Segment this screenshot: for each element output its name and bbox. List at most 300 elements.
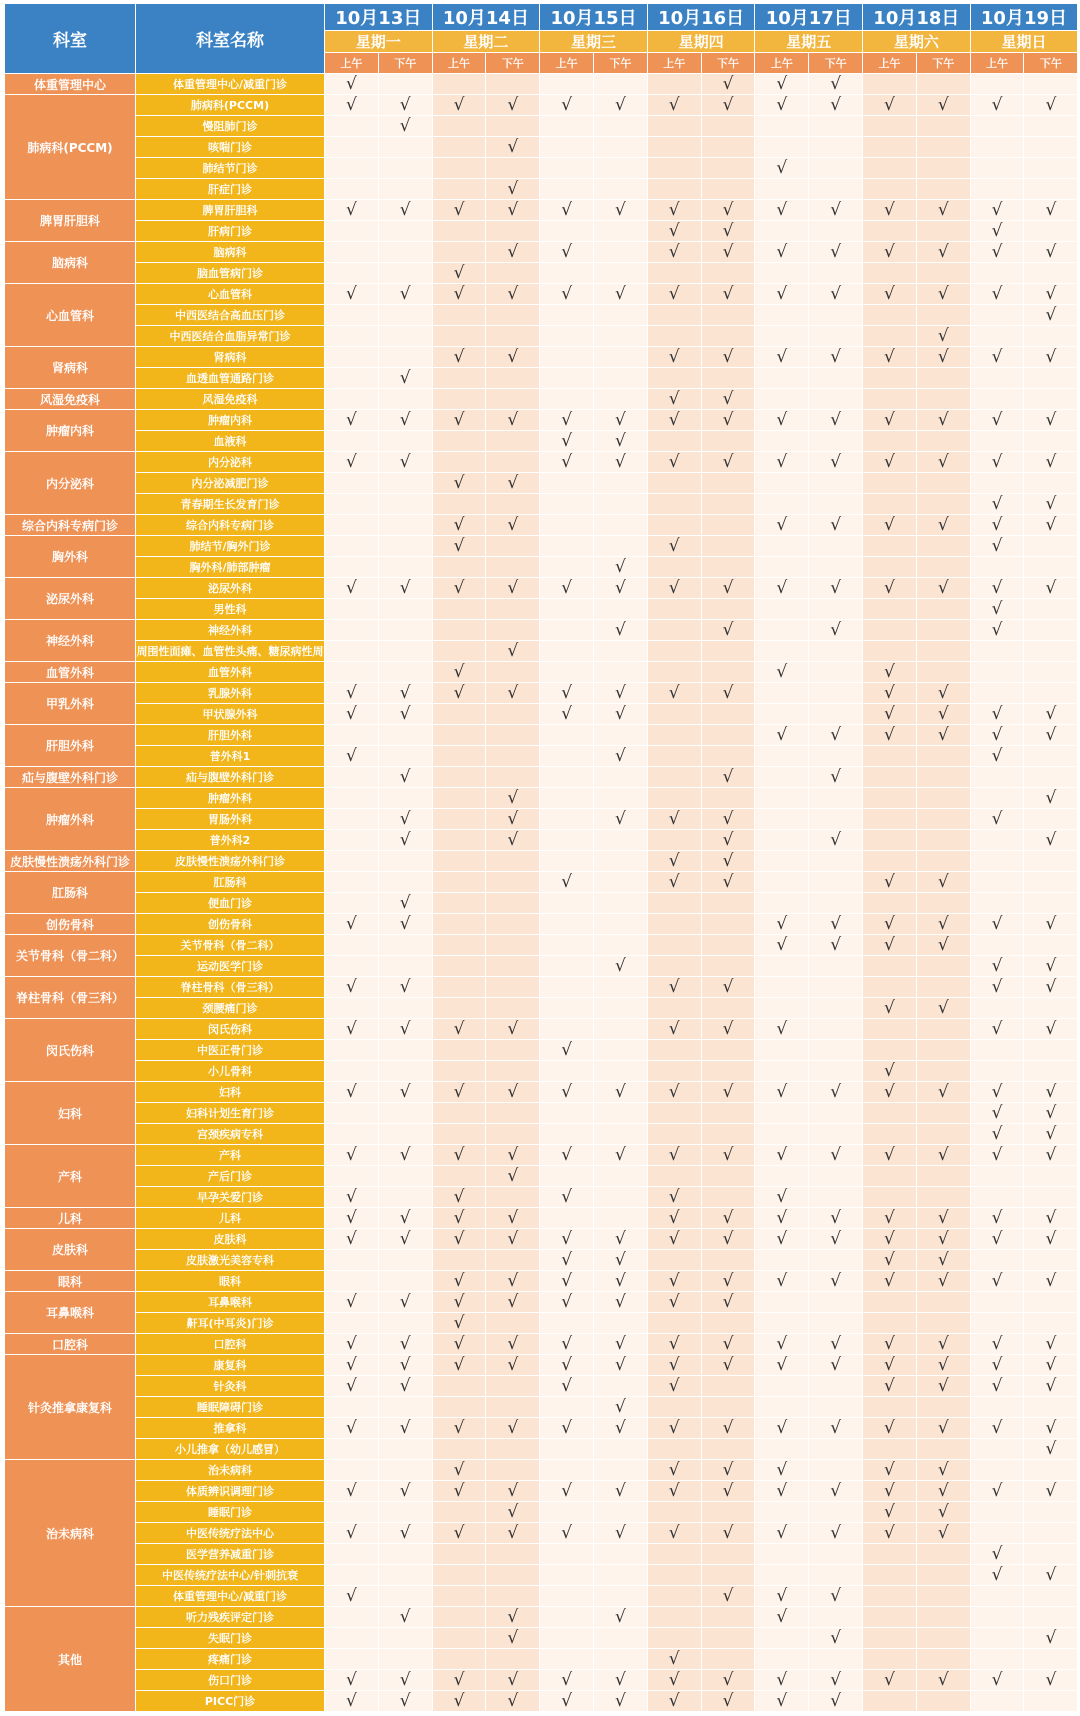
- check-mark-icon: √: [809, 284, 863, 305]
- check-mark-icon: √: [970, 1208, 1024, 1229]
- check-mark-icon: √: [916, 242, 970, 263]
- clinic-name: 肝症门诊: [136, 179, 325, 200]
- check-mark-icon: √: [863, 1355, 917, 1376]
- table-row: [5, 389, 1078, 410]
- table-row: [5, 1565, 1078, 1586]
- schedule-cell: [970, 116, 1024, 137]
- schedule-cell: [863, 1313, 917, 1334]
- schedule-cell: [486, 662, 540, 683]
- schedule-cell: [755, 599, 809, 620]
- check-mark-icon: √: [378, 1523, 432, 1544]
- clinic-name: 血透血管通路门诊: [136, 368, 325, 389]
- schedule-cell: [1024, 137, 1078, 158]
- check-mark-icon: √: [540, 1040, 594, 1061]
- check-mark-icon: √: [755, 1607, 809, 1628]
- schedule-cell: [916, 389, 970, 410]
- schedule-cell: [916, 1040, 970, 1061]
- schedule-cell: [701, 263, 755, 284]
- table-row: [5, 515, 1078, 536]
- table-row: [5, 1586, 1078, 1607]
- schedule-cell: [647, 1103, 701, 1124]
- schedule-cell: [809, 809, 863, 830]
- schedule-cell: [970, 1502, 1024, 1523]
- table-row: [5, 1355, 1078, 1376]
- table-row: [5, 95, 1078, 116]
- department-name: 甲乳外科: [5, 683, 136, 725]
- schedule-cell: [486, 725, 540, 746]
- schedule-cell: [325, 1565, 379, 1586]
- check-mark-icon: √: [432, 1334, 486, 1355]
- schedule-cell: [486, 221, 540, 242]
- check-mark-icon: √: [755, 284, 809, 305]
- schedule-cell: [755, 1628, 809, 1649]
- schedule-cell: [755, 263, 809, 284]
- check-mark-icon: √: [540, 1082, 594, 1103]
- check-mark-icon: √: [863, 998, 917, 1019]
- department-name: 神经外科: [5, 620, 136, 662]
- check-mark-icon: √: [863, 200, 917, 221]
- schedule-cell: [647, 326, 701, 347]
- schedule-cell: [809, 494, 863, 515]
- table-row: [5, 977, 1078, 998]
- check-mark-icon: √: [540, 284, 594, 305]
- clinic-name: 宫颈疾病专科: [136, 1124, 325, 1145]
- check-mark-icon: √: [701, 1355, 755, 1376]
- check-mark-icon: √: [1024, 1418, 1078, 1439]
- check-mark-icon: √: [594, 1418, 648, 1439]
- schedule-cell: [486, 998, 540, 1019]
- schedule-cell: [755, 389, 809, 410]
- check-mark-icon: √: [701, 221, 755, 242]
- clinic-name: 疝与腹壁外科门诊: [136, 767, 325, 788]
- check-mark-icon: √: [432, 1355, 486, 1376]
- schedule-cell: [432, 494, 486, 515]
- check-mark-icon: √: [1024, 1376, 1078, 1397]
- check-mark-icon: √: [916, 1502, 970, 1523]
- schedule-cell: [486, 368, 540, 389]
- schedule-cell: [378, 515, 432, 536]
- check-mark-icon: √: [325, 1691, 379, 1712]
- check-mark-icon: √: [916, 998, 970, 1019]
- schedule-cell: [647, 1502, 701, 1523]
- clinic-name: 综合内科专病门诊: [136, 515, 325, 536]
- schedule-cell: [647, 935, 701, 956]
- schedule-cell: [809, 137, 863, 158]
- schedule-cell: [1024, 641, 1078, 662]
- am-header: 上午: [970, 53, 1024, 74]
- schedule-cell: [540, 914, 594, 935]
- schedule-cell: [325, 347, 379, 368]
- schedule-cell: [486, 452, 540, 473]
- schedule-cell: [486, 872, 540, 893]
- clinic-name: 失眠门诊: [136, 1628, 325, 1649]
- schedule-cell: [486, 1397, 540, 1418]
- schedule-cell: [916, 1292, 970, 1313]
- schedule-cell: [647, 137, 701, 158]
- check-mark-icon: √: [970, 1670, 1024, 1691]
- check-mark-icon: √: [325, 1019, 379, 1040]
- check-mark-icon: √: [809, 200, 863, 221]
- clinic-name: 产科: [136, 1145, 325, 1166]
- clinic-name: 心血管科: [136, 284, 325, 305]
- schedule-cell: [701, 179, 755, 200]
- check-mark-icon: √: [970, 242, 1024, 263]
- department-name: 胸外科: [5, 536, 136, 578]
- check-mark-icon: √: [594, 1250, 648, 1271]
- schedule-cell: [755, 116, 809, 137]
- schedule-cell: [809, 683, 863, 704]
- schedule-cell: [701, 1103, 755, 1124]
- schedule-cell: [1024, 221, 1078, 242]
- schedule-cell: [540, 263, 594, 284]
- schedule-cell: [540, 1649, 594, 1670]
- clinic-name: 肿瘤内科: [136, 410, 325, 431]
- schedule-cell: [486, 158, 540, 179]
- check-mark-icon: √: [647, 452, 701, 473]
- schedule-cell: [809, 1439, 863, 1460]
- check-mark-icon: √: [701, 1691, 755, 1712]
- table-row: [5, 1061, 1078, 1082]
- schedule-cell: [378, 389, 432, 410]
- schedule-cell: [325, 641, 379, 662]
- clinic-name: 中西医结合高血压门诊: [136, 305, 325, 326]
- schedule-cell: [701, 746, 755, 767]
- schedule-cell: [755, 788, 809, 809]
- schedule-cell: [701, 1376, 755, 1397]
- table-row: [5, 998, 1078, 1019]
- clinic-name: 中医正骨门诊: [136, 1040, 325, 1061]
- schedule-cell: [863, 1040, 917, 1061]
- check-mark-icon: √: [486, 1670, 540, 1691]
- check-mark-icon: √: [916, 1229, 970, 1250]
- schedule-cell: [809, 641, 863, 662]
- table-row: [5, 662, 1078, 683]
- schedule-cell: [863, 116, 917, 137]
- schedule-cell: [970, 557, 1024, 578]
- check-mark-icon: √: [647, 347, 701, 368]
- schedule-cell: [594, 1061, 648, 1082]
- clinic-name: 肺结节门诊: [136, 158, 325, 179]
- schedule-cell: [809, 1061, 863, 1082]
- check-mark-icon: √: [540, 1187, 594, 1208]
- schedule-cell: [647, 473, 701, 494]
- department-name: 脊柱骨科（骨三科）: [5, 977, 136, 1019]
- schedule-cell: [755, 1544, 809, 1565]
- schedule-cell: [755, 1166, 809, 1187]
- check-mark-icon: √: [701, 1082, 755, 1103]
- check-mark-icon: √: [378, 1082, 432, 1103]
- check-mark-icon: √: [701, 1523, 755, 1544]
- schedule-cell: [486, 74, 540, 95]
- table-row: [5, 809, 1078, 830]
- schedule-cell: [647, 830, 701, 851]
- schedule-cell: [809, 956, 863, 977]
- schedule-cell: [378, 263, 432, 284]
- check-mark-icon: √: [486, 1418, 540, 1439]
- schedule-cell: [863, 473, 917, 494]
- clinic-name: 眼科: [136, 1271, 325, 1292]
- schedule-cell: [378, 725, 432, 746]
- check-mark-icon: √: [701, 851, 755, 872]
- schedule-cell: [647, 662, 701, 683]
- check-mark-icon: √: [916, 1460, 970, 1481]
- schedule-cell: [540, 767, 594, 788]
- table-row: [5, 872, 1078, 893]
- am-header: 上午: [647, 53, 701, 74]
- department-name: 肾病科: [5, 347, 136, 389]
- check-mark-icon: √: [594, 578, 648, 599]
- date-header: 10月16日: [647, 4, 755, 31]
- check-mark-icon: √: [378, 1355, 432, 1376]
- check-mark-icon: √: [755, 347, 809, 368]
- check-mark-icon: √: [647, 1670, 701, 1691]
- schedule-cell: [594, 1187, 648, 1208]
- pm-header: 下午: [594, 53, 648, 74]
- schedule-cell: [378, 935, 432, 956]
- clinic-name: 胸外科/肺部肿瘤: [136, 557, 325, 578]
- check-mark-icon: √: [486, 1229, 540, 1250]
- check-mark-icon: √: [1024, 1145, 1078, 1166]
- schedule-cell: [701, 788, 755, 809]
- schedule-cell: [325, 956, 379, 977]
- schedule-cell: [809, 305, 863, 326]
- clinic-name: 青春期生长发育门诊: [136, 494, 325, 515]
- check-mark-icon: √: [432, 515, 486, 536]
- schedule-cell: [594, 893, 648, 914]
- check-mark-icon: √: [486, 641, 540, 662]
- schedule-cell: [432, 788, 486, 809]
- check-mark-icon: √: [540, 1292, 594, 1313]
- check-mark-icon: √: [378, 95, 432, 116]
- schedule-cell: [647, 179, 701, 200]
- schedule-cell: [432, 326, 486, 347]
- schedule-cell: [647, 788, 701, 809]
- schedule-cell: [916, 221, 970, 242]
- schedule-cell: [594, 1649, 648, 1670]
- schedule-cell: [594, 368, 648, 389]
- check-mark-icon: √: [647, 284, 701, 305]
- pm-header: 下午: [486, 53, 540, 74]
- check-mark-icon: √: [809, 515, 863, 536]
- schedule-cell: [809, 473, 863, 494]
- schedule-cell: [432, 851, 486, 872]
- check-mark-icon: √: [916, 1418, 970, 1439]
- clinic-name: 内分泌科: [136, 452, 325, 473]
- check-mark-icon: √: [701, 242, 755, 263]
- check-mark-icon: √: [432, 1523, 486, 1544]
- schedule-cell: [755, 305, 809, 326]
- schedule-cell: [970, 368, 1024, 389]
- check-mark-icon: √: [486, 410, 540, 431]
- schedule-cell: [1024, 851, 1078, 872]
- check-mark-icon: √: [916, 1208, 970, 1229]
- schedule-cell: [378, 473, 432, 494]
- clinic-name: 甲状腺外科: [136, 704, 325, 725]
- schedule-cell: [916, 662, 970, 683]
- table-row: [5, 914, 1078, 935]
- table-row: [5, 1271, 1078, 1292]
- table-row: [5, 1439, 1078, 1460]
- check-mark-icon: √: [594, 1607, 648, 1628]
- schedule-cell: [486, 893, 540, 914]
- check-mark-icon: √: [970, 200, 1024, 221]
- check-mark-icon: √: [755, 1334, 809, 1355]
- schedule-cell: [809, 263, 863, 284]
- schedule-cell: [325, 851, 379, 872]
- schedule-cell: [378, 662, 432, 683]
- check-mark-icon: √: [755, 452, 809, 473]
- schedule-cell: [540, 662, 594, 683]
- check-mark-icon: √: [325, 1334, 379, 1355]
- schedule-cell: [325, 1628, 379, 1649]
- schedule-cell: [540, 1019, 594, 1040]
- schedule-cell: [432, 1649, 486, 1670]
- department-name: 血管外科: [5, 662, 136, 683]
- clinic-name: 皮肤慢性溃疡外科门诊: [136, 851, 325, 872]
- check-mark-icon: √: [701, 578, 755, 599]
- clinic-name: 康复科: [136, 1355, 325, 1376]
- check-mark-icon: √: [432, 1460, 486, 1481]
- schedule-cell: [647, 1313, 701, 1334]
- check-mark-icon: √: [701, 1019, 755, 1040]
- check-mark-icon: √: [647, 1460, 701, 1481]
- table-row: [5, 599, 1078, 620]
- schedule-cell: [1024, 1586, 1078, 1607]
- schedule-cell: [594, 1502, 648, 1523]
- table-row: [5, 284, 1078, 305]
- department-name: 关节骨科（骨二科）: [5, 935, 136, 977]
- check-mark-icon: √: [594, 956, 648, 977]
- clinic-name: 中医传统疗法中心: [136, 1523, 325, 1544]
- schedule-cell: [755, 1250, 809, 1271]
- check-mark-icon: √: [863, 914, 917, 935]
- table-row: [5, 326, 1078, 347]
- schedule-cell: [325, 872, 379, 893]
- check-mark-icon: √: [701, 1145, 755, 1166]
- department-name: 治未病科: [5, 1460, 136, 1607]
- schedule-cell: [540, 1628, 594, 1649]
- check-mark-icon: √: [916, 725, 970, 746]
- schedule-cell: [809, 998, 863, 1019]
- table-row: [5, 1523, 1078, 1544]
- schedule-cell: [486, 1187, 540, 1208]
- schedule-cell: [701, 431, 755, 452]
- check-mark-icon: √: [863, 1061, 917, 1082]
- check-mark-icon: √: [701, 830, 755, 851]
- department-name: 体重管理中心: [5, 74, 136, 95]
- check-mark-icon: √: [916, 704, 970, 725]
- check-mark-icon: √: [432, 1292, 486, 1313]
- check-mark-icon: √: [970, 1103, 1024, 1124]
- schedule-cell: [755, 893, 809, 914]
- check-mark-icon: √: [970, 1019, 1024, 1040]
- schedule-cell: [486, 1061, 540, 1082]
- schedule-cell: [647, 116, 701, 137]
- clinic-name: 治未病科: [136, 1460, 325, 1481]
- clinic-name: 普外科2: [136, 830, 325, 851]
- schedule-cell: [432, 1166, 486, 1187]
- check-mark-icon: √: [809, 1271, 863, 1292]
- table-row: [5, 305, 1078, 326]
- schedule-cell: [916, 1019, 970, 1040]
- schedule-cell: [486, 1103, 540, 1124]
- check-mark-icon: √: [647, 200, 701, 221]
- check-mark-icon: √: [378, 1418, 432, 1439]
- schedule-cell: [863, 977, 917, 998]
- schedule-cell: [863, 536, 917, 557]
- check-mark-icon: √: [594, 1292, 648, 1313]
- department-name: 肛肠科: [5, 872, 136, 914]
- check-mark-icon: √: [916, 578, 970, 599]
- schedule-cell: [594, 1628, 648, 1649]
- table-row: [5, 578, 1078, 599]
- pm-header: 下午: [701, 53, 755, 74]
- schedule-cell: [809, 1019, 863, 1040]
- check-mark-icon: √: [916, 1145, 970, 1166]
- schedule-cell: [432, 221, 486, 242]
- schedule-cell: [755, 557, 809, 578]
- check-mark-icon: √: [863, 1145, 917, 1166]
- schedule-cell: [701, 1397, 755, 1418]
- schedule-cell: [432, 935, 486, 956]
- weekday-header: 星期四: [647, 31, 755, 53]
- check-mark-icon: √: [701, 1334, 755, 1355]
- clinic-name: 便血门诊: [136, 893, 325, 914]
- schedule-cell: [325, 620, 379, 641]
- schedule-cell: [647, 725, 701, 746]
- schedule-cell: [594, 1208, 648, 1229]
- schedule-cell: [755, 326, 809, 347]
- schedule-cell: [486, 1040, 540, 1061]
- schedule-cell: [432, 557, 486, 578]
- check-mark-icon: √: [809, 95, 863, 116]
- department-name: 创伤骨科: [5, 914, 136, 935]
- schedule-cell: [863, 1691, 917, 1712]
- check-mark-icon: √: [378, 1376, 432, 1397]
- schedule-cell: [916, 956, 970, 977]
- schedule-cell: [540, 389, 594, 410]
- check-mark-icon: √: [1024, 1124, 1078, 1145]
- schedule-cell: [701, 1649, 755, 1670]
- check-mark-icon: √: [970, 95, 1024, 116]
- schedule-cell: [701, 305, 755, 326]
- check-mark-icon: √: [325, 1481, 379, 1502]
- schedule-cell: [325, 473, 379, 494]
- check-mark-icon: √: [970, 1544, 1024, 1565]
- check-mark-icon: √: [378, 1481, 432, 1502]
- table-row: [5, 1229, 1078, 1250]
- weekday-header: 星期六: [863, 31, 971, 53]
- weekday-header: 星期二: [432, 31, 540, 53]
- check-mark-icon: √: [970, 977, 1024, 998]
- check-mark-icon: √: [970, 620, 1024, 641]
- check-mark-icon: √: [755, 1229, 809, 1250]
- table-row: [5, 1187, 1078, 1208]
- clinic-name: 肺结节/胸外门诊: [136, 536, 325, 557]
- schedule-cell: [540, 494, 594, 515]
- check-mark-icon: √: [755, 914, 809, 935]
- schedule-cell: [540, 473, 594, 494]
- check-mark-icon: √: [755, 242, 809, 263]
- check-mark-icon: √: [809, 1082, 863, 1103]
- check-mark-icon: √: [594, 1670, 648, 1691]
- check-mark-icon: √: [325, 74, 379, 95]
- schedule-cell: [325, 767, 379, 788]
- schedule-cell: [594, 221, 648, 242]
- schedule-cell: [647, 1040, 701, 1061]
- schedule-cell: [540, 620, 594, 641]
- check-mark-icon: √: [647, 410, 701, 431]
